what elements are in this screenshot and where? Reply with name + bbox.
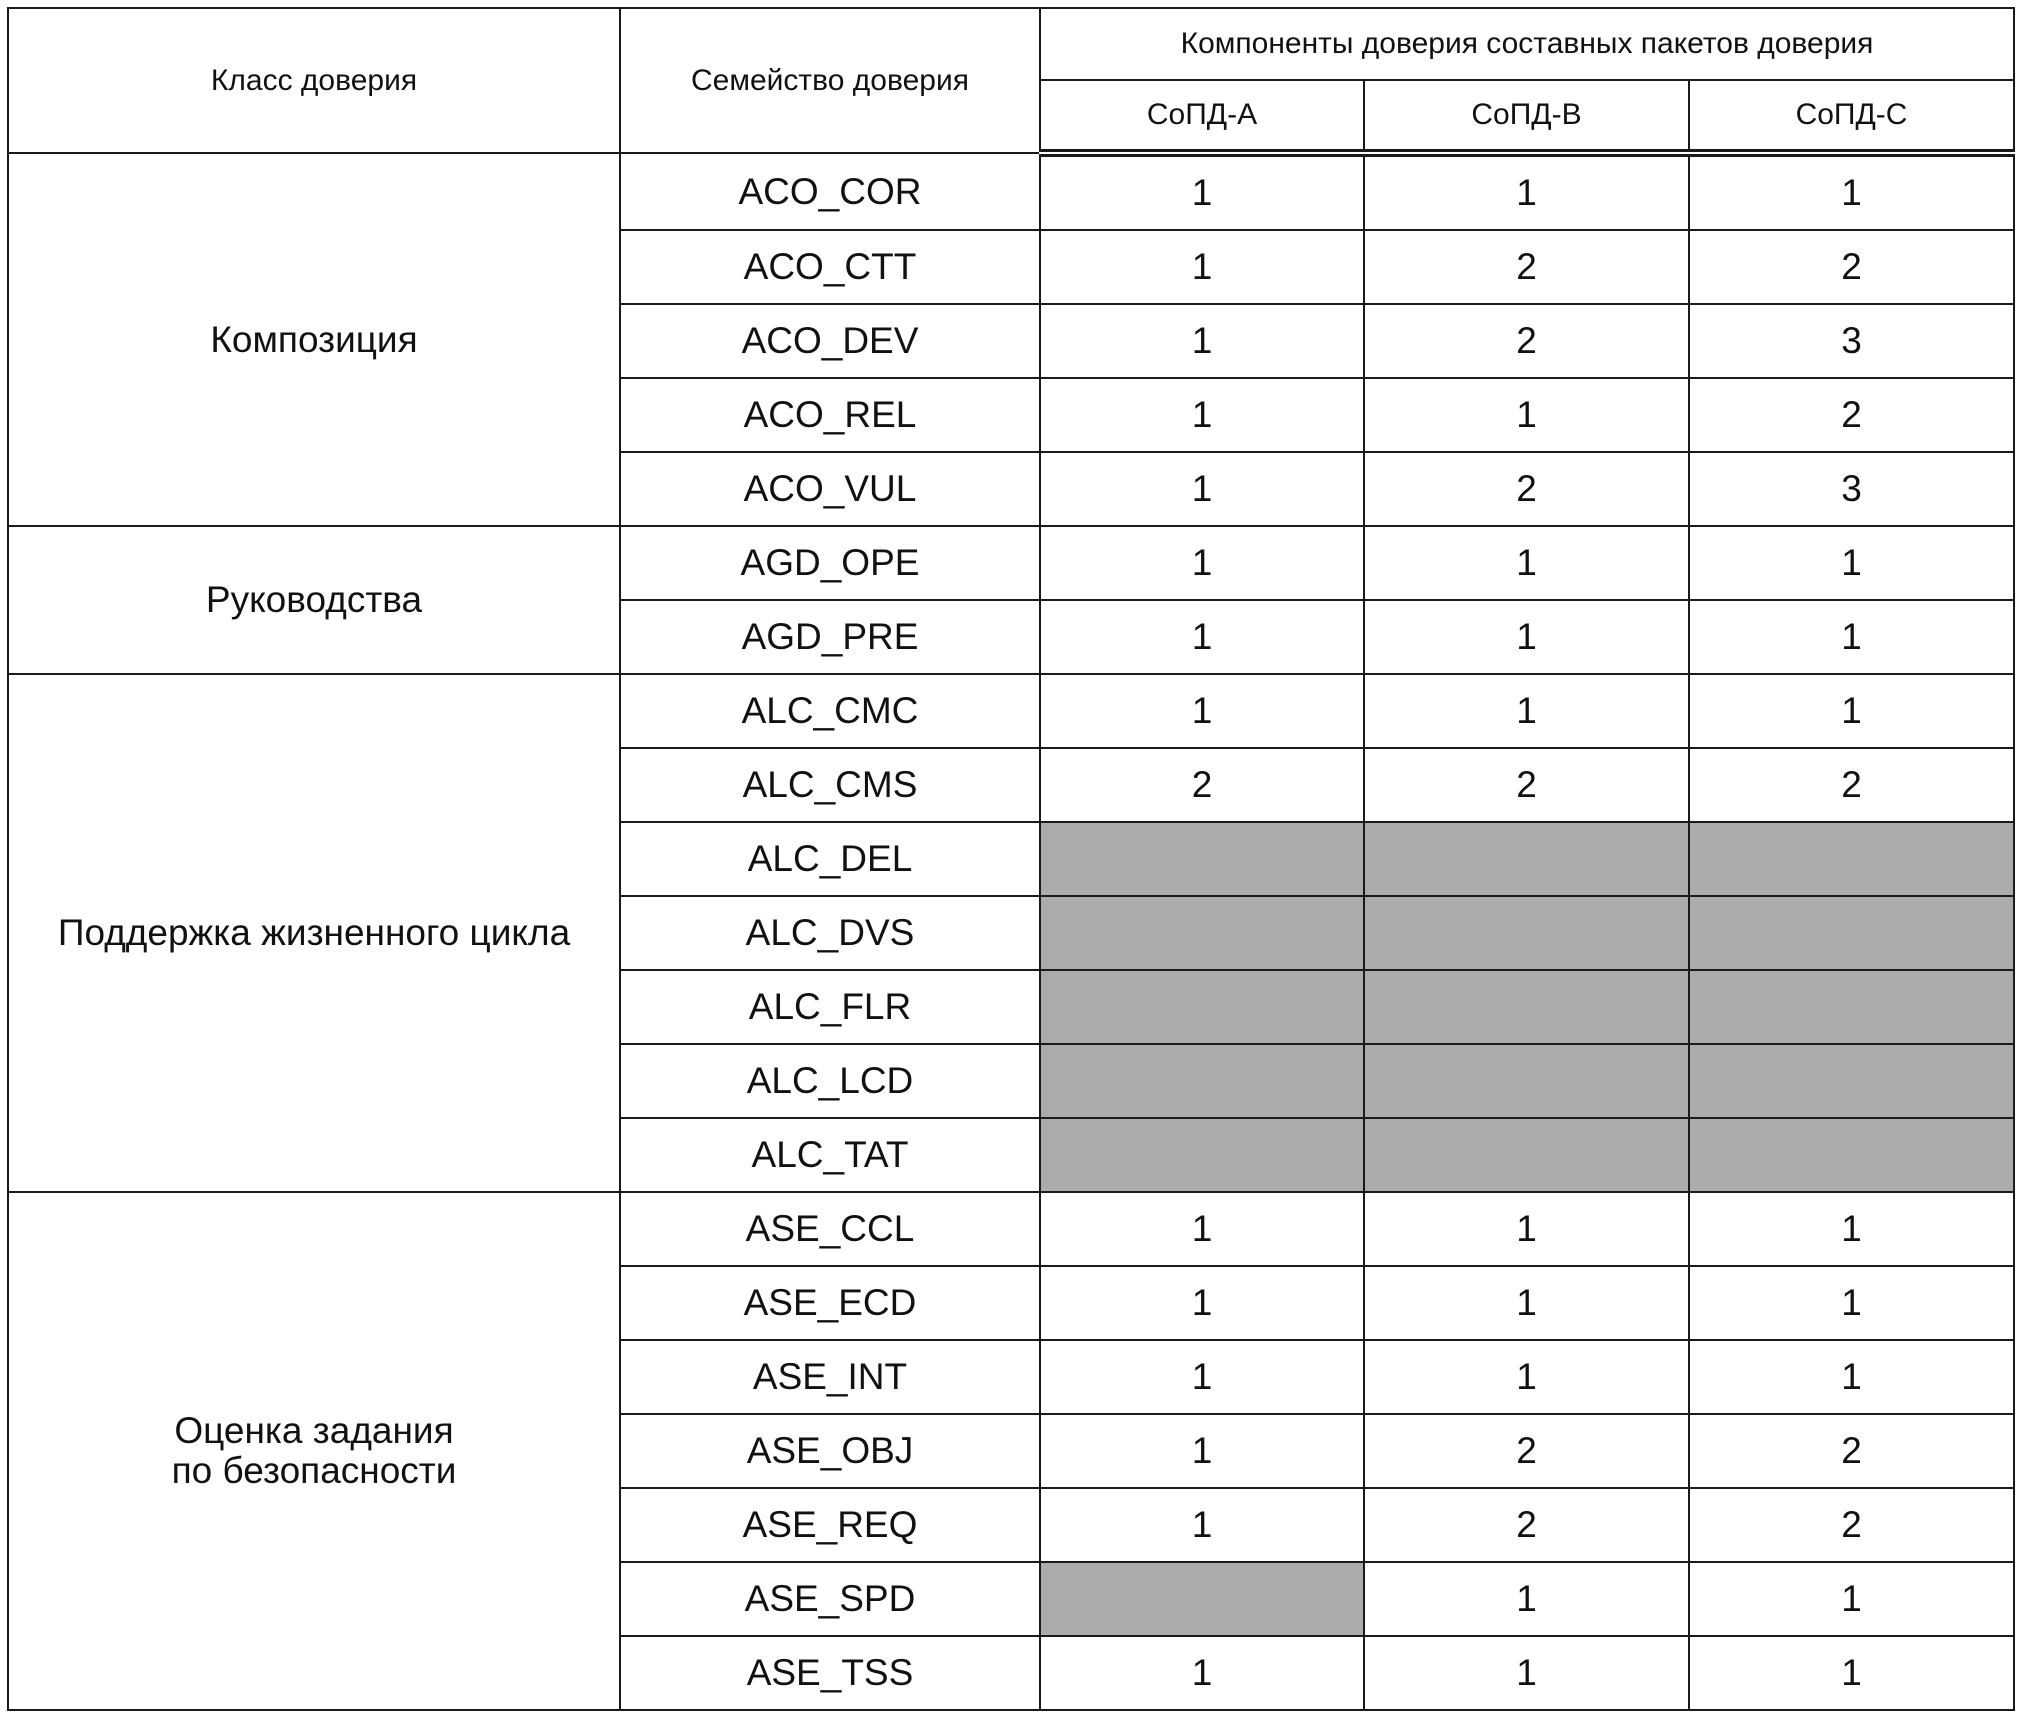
shaded-cell: [1689, 1044, 2014, 1118]
value-cell: 1: [1689, 1266, 2014, 1340]
value-cell: 1: [1040, 1340, 1364, 1414]
value-cell: 1: [1689, 600, 2014, 674]
value-cell: 1: [1040, 230, 1364, 304]
value-cell: 1: [1364, 674, 1689, 748]
value-cell: 1: [1040, 1636, 1364, 1710]
value-cell: 1: [1040, 600, 1364, 674]
value-cell: 1: [1364, 600, 1689, 674]
value-cell: 2: [1689, 1488, 2014, 1562]
value-cell: 1: [1364, 1266, 1689, 1340]
family-cell: ALC_DVS: [620, 896, 1040, 970]
shaded-cell: [1040, 970, 1364, 1044]
header-components-group: Компоненты доверия составных пакетов доверия: [1040, 8, 2014, 80]
value-cell: 1: [1040, 526, 1364, 600]
value-cell: 2: [1364, 452, 1689, 526]
family-cell: ACO_REL: [620, 378, 1040, 452]
value-cell: 2: [1689, 1414, 2014, 1488]
value-cell: 2: [1689, 230, 2014, 304]
family-cell: ASE_INT: [620, 1340, 1040, 1414]
family-cell: ALC_TAT: [620, 1118, 1040, 1192]
value-cell: 1: [1689, 1340, 2014, 1414]
class-cell: Композиция: [8, 153, 620, 526]
header-package-a: СоПД-A: [1040, 80, 1364, 153]
value-cell: 1: [1040, 452, 1364, 526]
class-line: по безопасности: [171, 1450, 457, 1491]
class-cell: Руководства: [8, 526, 620, 674]
shaded-cell: [1364, 822, 1689, 896]
shaded-cell: [1689, 822, 2014, 896]
value-cell: 1: [1364, 378, 1689, 452]
header-family: Семейство доверия: [620, 8, 1040, 153]
value-cell: 1: [1040, 1192, 1364, 1266]
value-cell: 2: [1364, 748, 1689, 822]
shaded-cell: [1040, 1118, 1364, 1192]
class-cell: [8, 1192, 620, 1710]
value-cell: 1: [1689, 1192, 2014, 1266]
family-cell: AGD_PRE: [620, 600, 1040, 674]
assurance-table: [7, 7, 2015, 1711]
family-cell: ALC_LCD: [620, 1044, 1040, 1118]
table-row: [8, 153, 2014, 230]
shaded-cell: [1040, 822, 1364, 896]
family-cell: ASE_REQ: [620, 1488, 1040, 1562]
table-row: [8, 1192, 2014, 1266]
value-cell: 1: [1364, 153, 1689, 230]
family-cell: ALC_FLR: [620, 970, 1040, 1044]
shaded-cell: [1689, 970, 2014, 1044]
value-cell: 1: [1040, 304, 1364, 378]
family-cell: ALC_CMC: [620, 674, 1040, 748]
shaded-cell: [1040, 1562, 1364, 1636]
family-cell: ASE_CCL: [620, 1192, 1040, 1266]
value-cell: 2: [1689, 378, 2014, 452]
value-cell: 2: [1364, 1414, 1689, 1488]
value-cell: 1: [1364, 526, 1689, 600]
value-cell: 1: [1689, 674, 2014, 748]
family-cell: ASE_ECD: [620, 1266, 1040, 1340]
header-package-c: СоПД-C: [1689, 80, 2014, 153]
shaded-cell: [1364, 970, 1689, 1044]
family-cell: ASE_SPD: [620, 1562, 1040, 1636]
value-cell: 1: [1364, 1636, 1689, 1710]
family-cell: ASE_OBJ: [620, 1414, 1040, 1488]
value-cell: 2: [1364, 230, 1689, 304]
value-cell: 1: [1689, 153, 2014, 230]
value-cell: 2: [1364, 1488, 1689, 1562]
family-cell: ACO_CTT: [620, 230, 1040, 304]
value-cell: 1: [1689, 1636, 2014, 1710]
family-cell: ASE_TSS: [620, 1636, 1040, 1710]
value-cell: 3: [1689, 304, 2014, 378]
family-cell: AGD_OPE: [620, 526, 1040, 600]
table-row: [8, 674, 2014, 748]
value-cell: 3: [1689, 452, 2014, 526]
family-cell: ACO_VUL: [620, 452, 1040, 526]
shaded-cell: [1364, 1118, 1689, 1192]
family-cell: ALC_CMS: [620, 748, 1040, 822]
header-package-b: СоПД-B: [1364, 80, 1689, 153]
shaded-cell: [1689, 896, 2014, 970]
family-cell: ACO_DEV: [620, 304, 1040, 378]
value-cell: 1: [1040, 1414, 1364, 1488]
value-cell: 1: [1040, 1266, 1364, 1340]
class-cell: Поддержка жизненного цикла: [8, 674, 620, 1192]
family-cell: ACO_COR: [620, 153, 1040, 230]
class-line: Оценка задания: [174, 1410, 454, 1451]
value-cell: 1: [1364, 1340, 1689, 1414]
shaded-cell: [1040, 896, 1364, 970]
value-cell: 2: [1364, 304, 1689, 378]
value-cell: 1: [1364, 1562, 1689, 1636]
shaded-cell: [1364, 896, 1689, 970]
shaded-cell: [1689, 1118, 2014, 1192]
value-cell: 1: [1040, 1488, 1364, 1562]
value-cell: 2: [1689, 748, 2014, 822]
shaded-cell: [1040, 1044, 1364, 1118]
value-cell: 1: [1689, 526, 2014, 600]
value-cell: 1: [1040, 153, 1364, 230]
header-class: Класс доверия: [8, 8, 620, 153]
value-cell: 1: [1040, 674, 1364, 748]
shaded-cell: [1364, 1044, 1689, 1118]
family-cell: ALC_DEL: [620, 822, 1040, 896]
value-cell: 1: [1364, 1192, 1689, 1266]
table-row: [8, 526, 2014, 600]
value-cell: 1: [1689, 1562, 2014, 1636]
value-cell: 2: [1040, 748, 1364, 822]
value-cell: 1: [1040, 378, 1364, 452]
